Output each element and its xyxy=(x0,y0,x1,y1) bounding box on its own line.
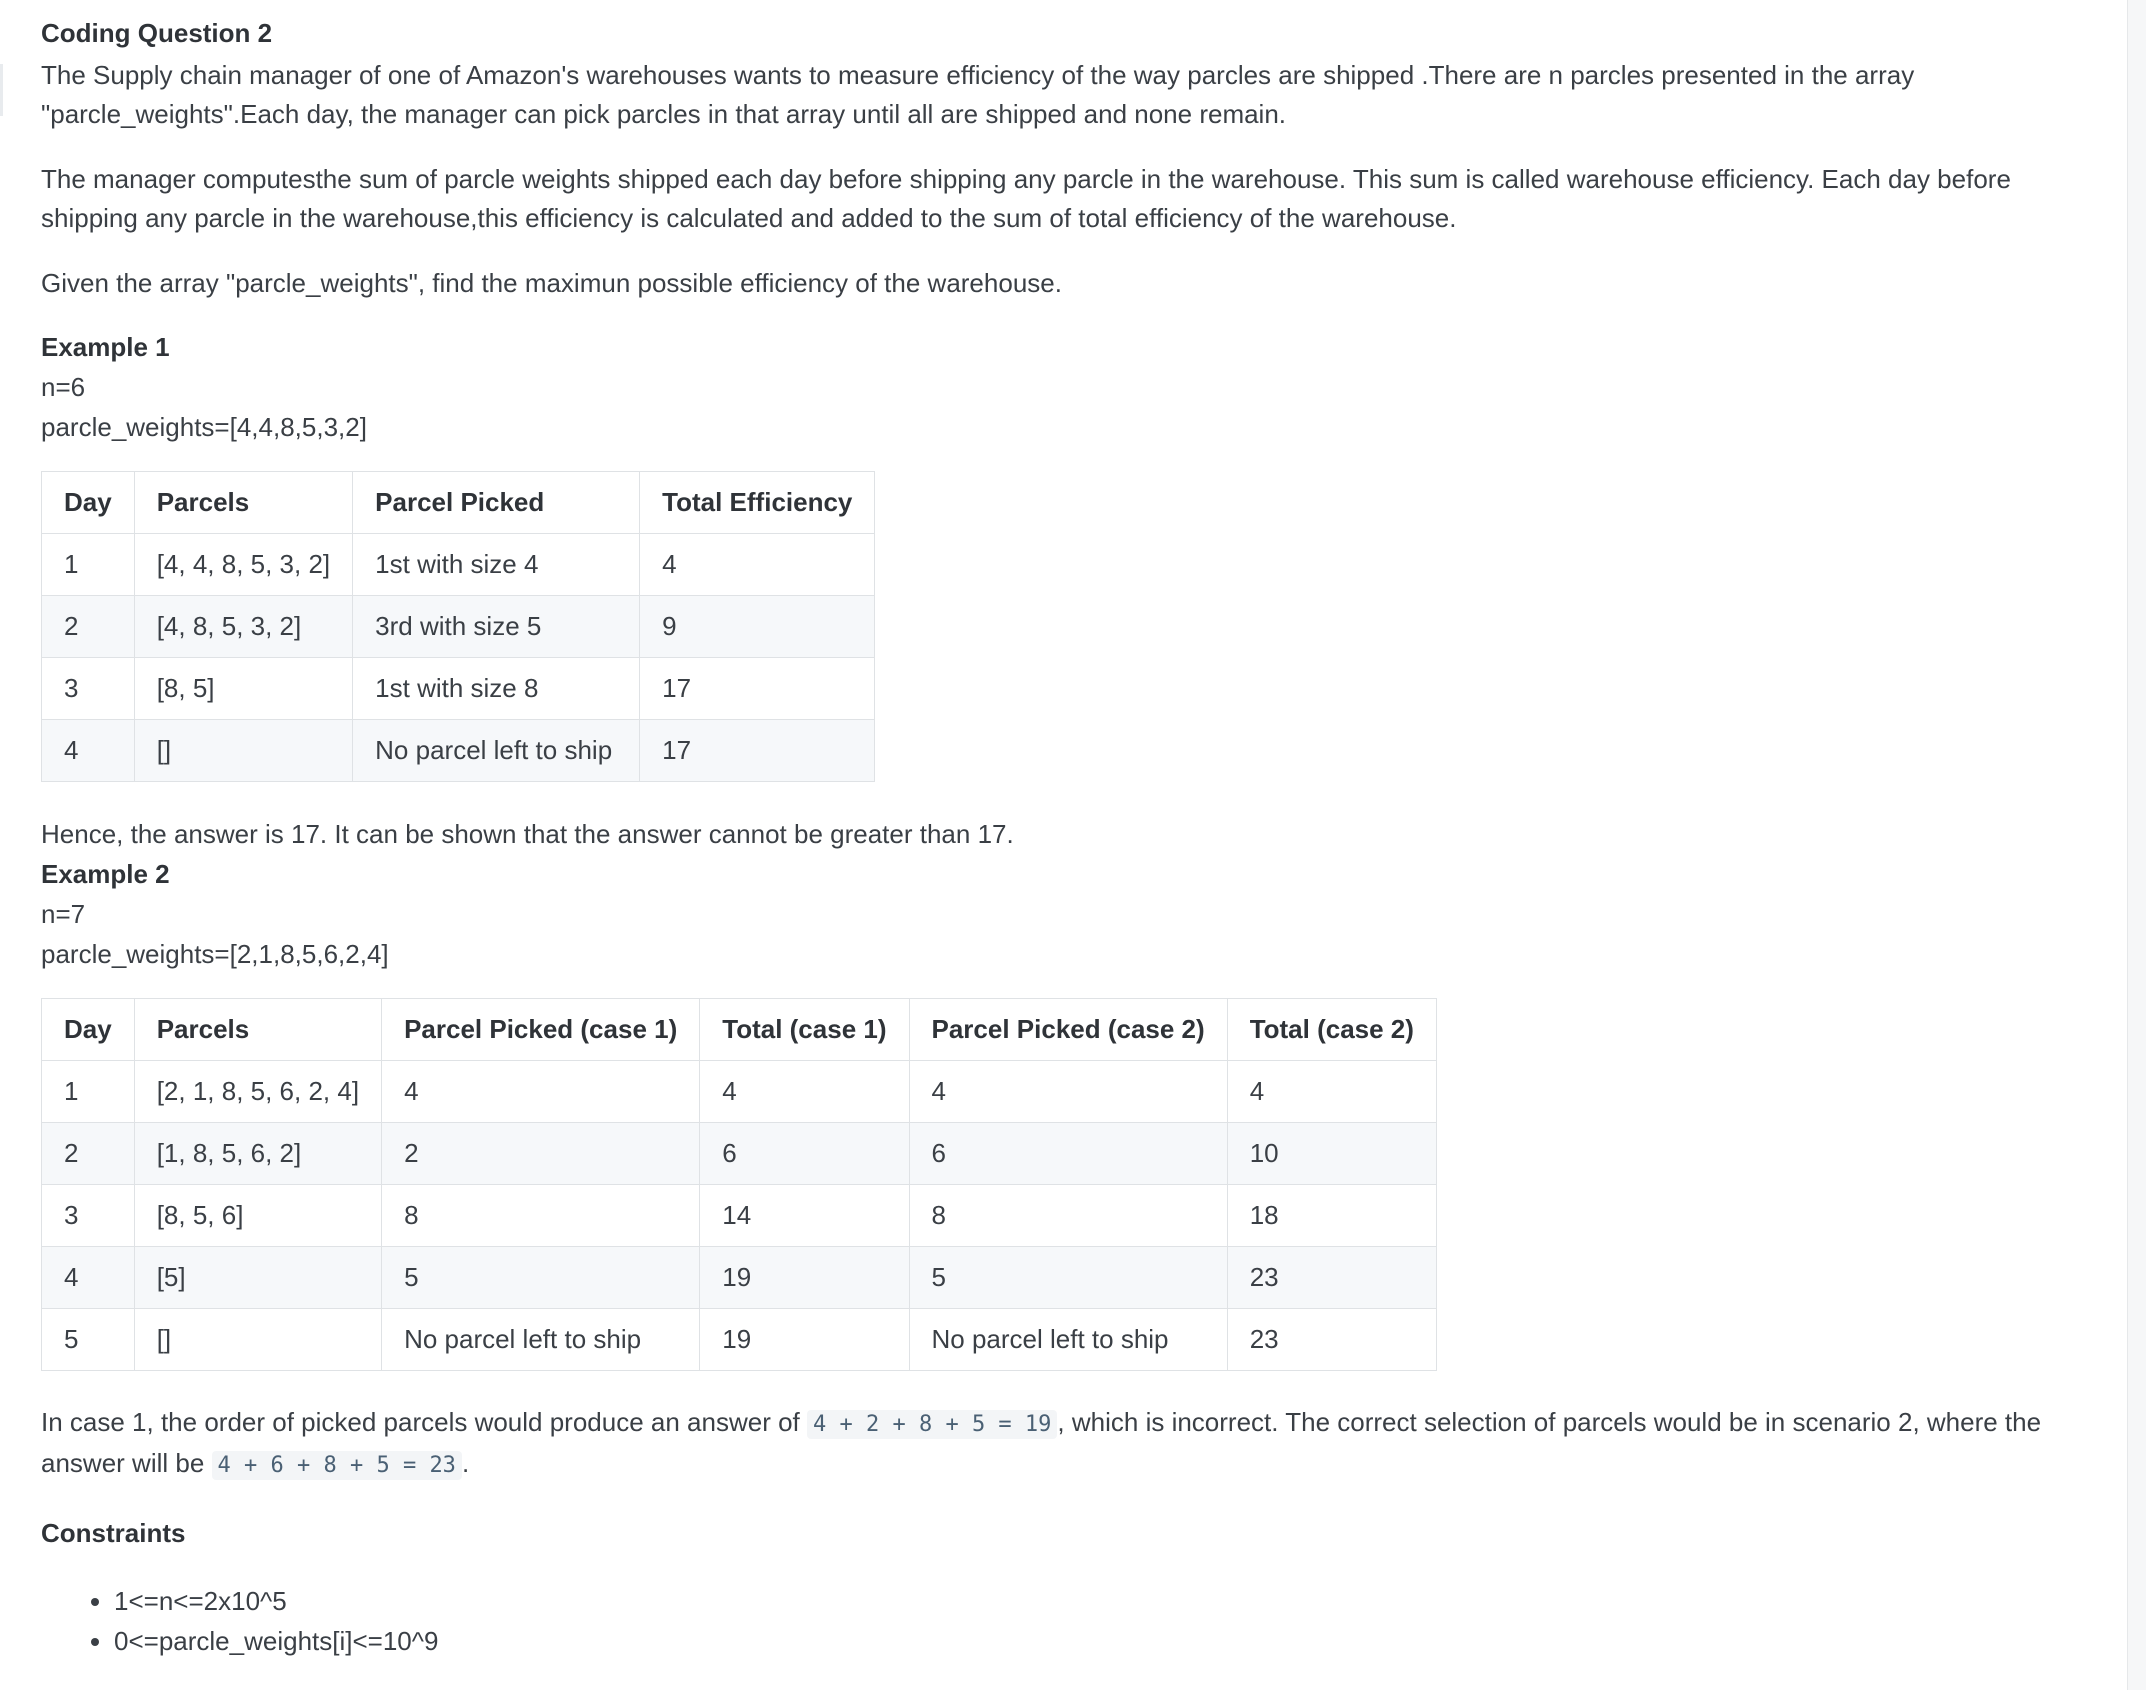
table-cell: 3 xyxy=(42,1185,135,1247)
table-cell: 2 xyxy=(42,596,135,658)
explanation-text: In case 1, the order of picked parcels would produce an answer of xyxy=(41,1407,807,1437)
table-cell: 2 xyxy=(42,1123,135,1185)
table-cell: 19 xyxy=(700,1247,909,1309)
left-edge-marker xyxy=(0,64,3,116)
table-cell: [4, 4, 8, 5, 3, 2] xyxy=(134,534,352,596)
table-cell: 14 xyxy=(700,1185,909,1247)
column-header: Parcels xyxy=(134,999,381,1061)
task-paragraph: Given the array "parcle_weights", find the maximun possible efficiency of the warehouse. xyxy=(41,268,1062,298)
table-cell: 1st with size 8 xyxy=(353,658,640,720)
list-item: • 1<=n<=2x10^5 xyxy=(114,1581,2101,1621)
table-cell: 9 xyxy=(640,596,875,658)
table-row xyxy=(42,1309,1437,1371)
table-cell: 4 xyxy=(382,1061,700,1123)
explanation-text: , which is incorrect. The correct selection of parcels would be in scenario 2, where the answer will be xyxy=(41,1407,2042,1478)
table-cell: 5 xyxy=(42,1309,135,1371)
table-row xyxy=(42,658,875,720)
column-header: Parcel Picked (case 2) xyxy=(909,999,1227,1061)
constraints-list xyxy=(41,1581,2101,1661)
table-cell: No parcel left to ship xyxy=(353,720,640,782)
question-title: Coding Question 2 xyxy=(41,18,273,48)
case1-sum-code: 4 + 2 + 8 + 5 = 19 xyxy=(807,1410,1057,1439)
table-cell: 18 xyxy=(1227,1185,1436,1247)
column-header: Day xyxy=(42,472,135,534)
example1-table xyxy=(41,471,875,782)
table-row xyxy=(42,534,875,596)
table-cell: 4 xyxy=(700,1061,909,1123)
example2-weights: parcle_weights=[2,1,8,5,6,2,4] xyxy=(41,939,389,969)
table-row xyxy=(42,1123,1437,1185)
table-header-row xyxy=(42,999,1437,1061)
column-header: Parcels xyxy=(134,472,352,534)
table-cell: [1, 8, 5, 6, 2] xyxy=(134,1123,381,1185)
table-cell: 8 xyxy=(382,1185,700,1247)
table-row xyxy=(42,720,875,782)
table-cell: 5 xyxy=(382,1247,700,1309)
table-cell: No parcel left to ship xyxy=(382,1309,700,1371)
table-cell: 4 xyxy=(42,1247,135,1309)
table-cell: 8 xyxy=(909,1185,1227,1247)
table-cell: 4 xyxy=(1227,1061,1436,1123)
table-cell: 6 xyxy=(700,1123,909,1185)
table-cell: 17 xyxy=(640,658,875,720)
table-cell: [5] xyxy=(134,1247,381,1309)
table-cell: 1 xyxy=(42,1061,135,1123)
table-cell: 2 xyxy=(382,1123,700,1185)
table-cell: 4 xyxy=(42,720,135,782)
table-cell: 17 xyxy=(640,720,875,782)
column-header: Total Efficiency xyxy=(640,472,875,534)
intro-paragraph: The Supply chain manager of one of Amazon's warehouses wants to measure efficiency of the way parcles are shipped .There are n parcles presented in the array "parcle_weights".Each day, the manager can pick parcles in that array until all are shipped and none remain. xyxy=(41,60,1915,129)
constraints-title: Constraints xyxy=(41,1518,186,1548)
table-cell: 3rd with size 5 xyxy=(353,596,640,658)
table-row xyxy=(42,1061,1437,1123)
column-header: Parcel Picked (case 1) xyxy=(382,999,700,1061)
table-cell: 4 xyxy=(640,534,875,596)
table-cell: 1 xyxy=(42,534,135,596)
example1-title: Example 1 xyxy=(41,332,170,362)
table-cell: [2, 1, 8, 5, 6, 2, 4] xyxy=(134,1061,381,1123)
example2-n: n=7 xyxy=(41,899,86,929)
table-cell: [] xyxy=(134,1309,381,1371)
example2-title: Example 2 xyxy=(41,859,170,889)
table-cell: No parcel left to ship xyxy=(909,1309,1227,1371)
table-row xyxy=(42,596,875,658)
table-cell: [4, 8, 5, 3, 2] xyxy=(134,596,352,658)
table-cell: 3 xyxy=(42,658,135,720)
list-item: • 0<=parcle_weights[i]<=10^9 xyxy=(114,1621,2101,1661)
table-cell: [8, 5, 6] xyxy=(134,1185,381,1247)
table-cell: 6 xyxy=(909,1123,1227,1185)
column-header: Parcel Picked xyxy=(353,472,640,534)
table-cell: 5 xyxy=(909,1247,1227,1309)
table-cell: 4 xyxy=(909,1061,1227,1123)
example2-explanation xyxy=(41,1403,2101,1485)
table-cell: [] xyxy=(134,720,352,782)
vertical-scrollbar[interactable] xyxy=(2127,0,2146,1690)
table-cell: 19 xyxy=(700,1309,909,1371)
column-header: Total (case 2) xyxy=(1227,999,1436,1061)
example1-weights: parcle_weights=[4,4,8,5,3,2] xyxy=(41,412,367,442)
example1-n: n=6 xyxy=(41,372,86,402)
example1-conclusion: Hence, the answer is 17. It can be shown that the answer cannot be greater than 17. xyxy=(41,819,1014,849)
table-row xyxy=(42,1185,1437,1247)
column-header: Day xyxy=(42,999,135,1061)
case2-sum-code: 4 + 6 + 8 + 5 = 23 xyxy=(212,1451,462,1480)
table-row xyxy=(42,1247,1437,1309)
example2-table xyxy=(41,998,1437,1371)
efficiency-paragraph: The manager computesthe sum of parcle weights shipped each day before shipping any parcle in the warehouse. This sum is called warehouse efficiency. Each day before shipping any parcle in the warehouse,this efficiency is calculated and added to the sum of total efficiency of the warehouse. xyxy=(41,164,2011,233)
explanation-text: . xyxy=(461,1448,470,1478)
table-cell: 23 xyxy=(1227,1309,1436,1371)
problem-statement xyxy=(41,14,2101,1661)
table-cell: 1st with size 4 xyxy=(353,534,640,596)
column-header: Total (case 1) xyxy=(700,999,909,1061)
table-cell: [8, 5] xyxy=(134,658,352,720)
table-cell: 10 xyxy=(1227,1123,1436,1185)
table-cell: 23 xyxy=(1227,1247,1436,1309)
table-header-row xyxy=(42,472,875,534)
